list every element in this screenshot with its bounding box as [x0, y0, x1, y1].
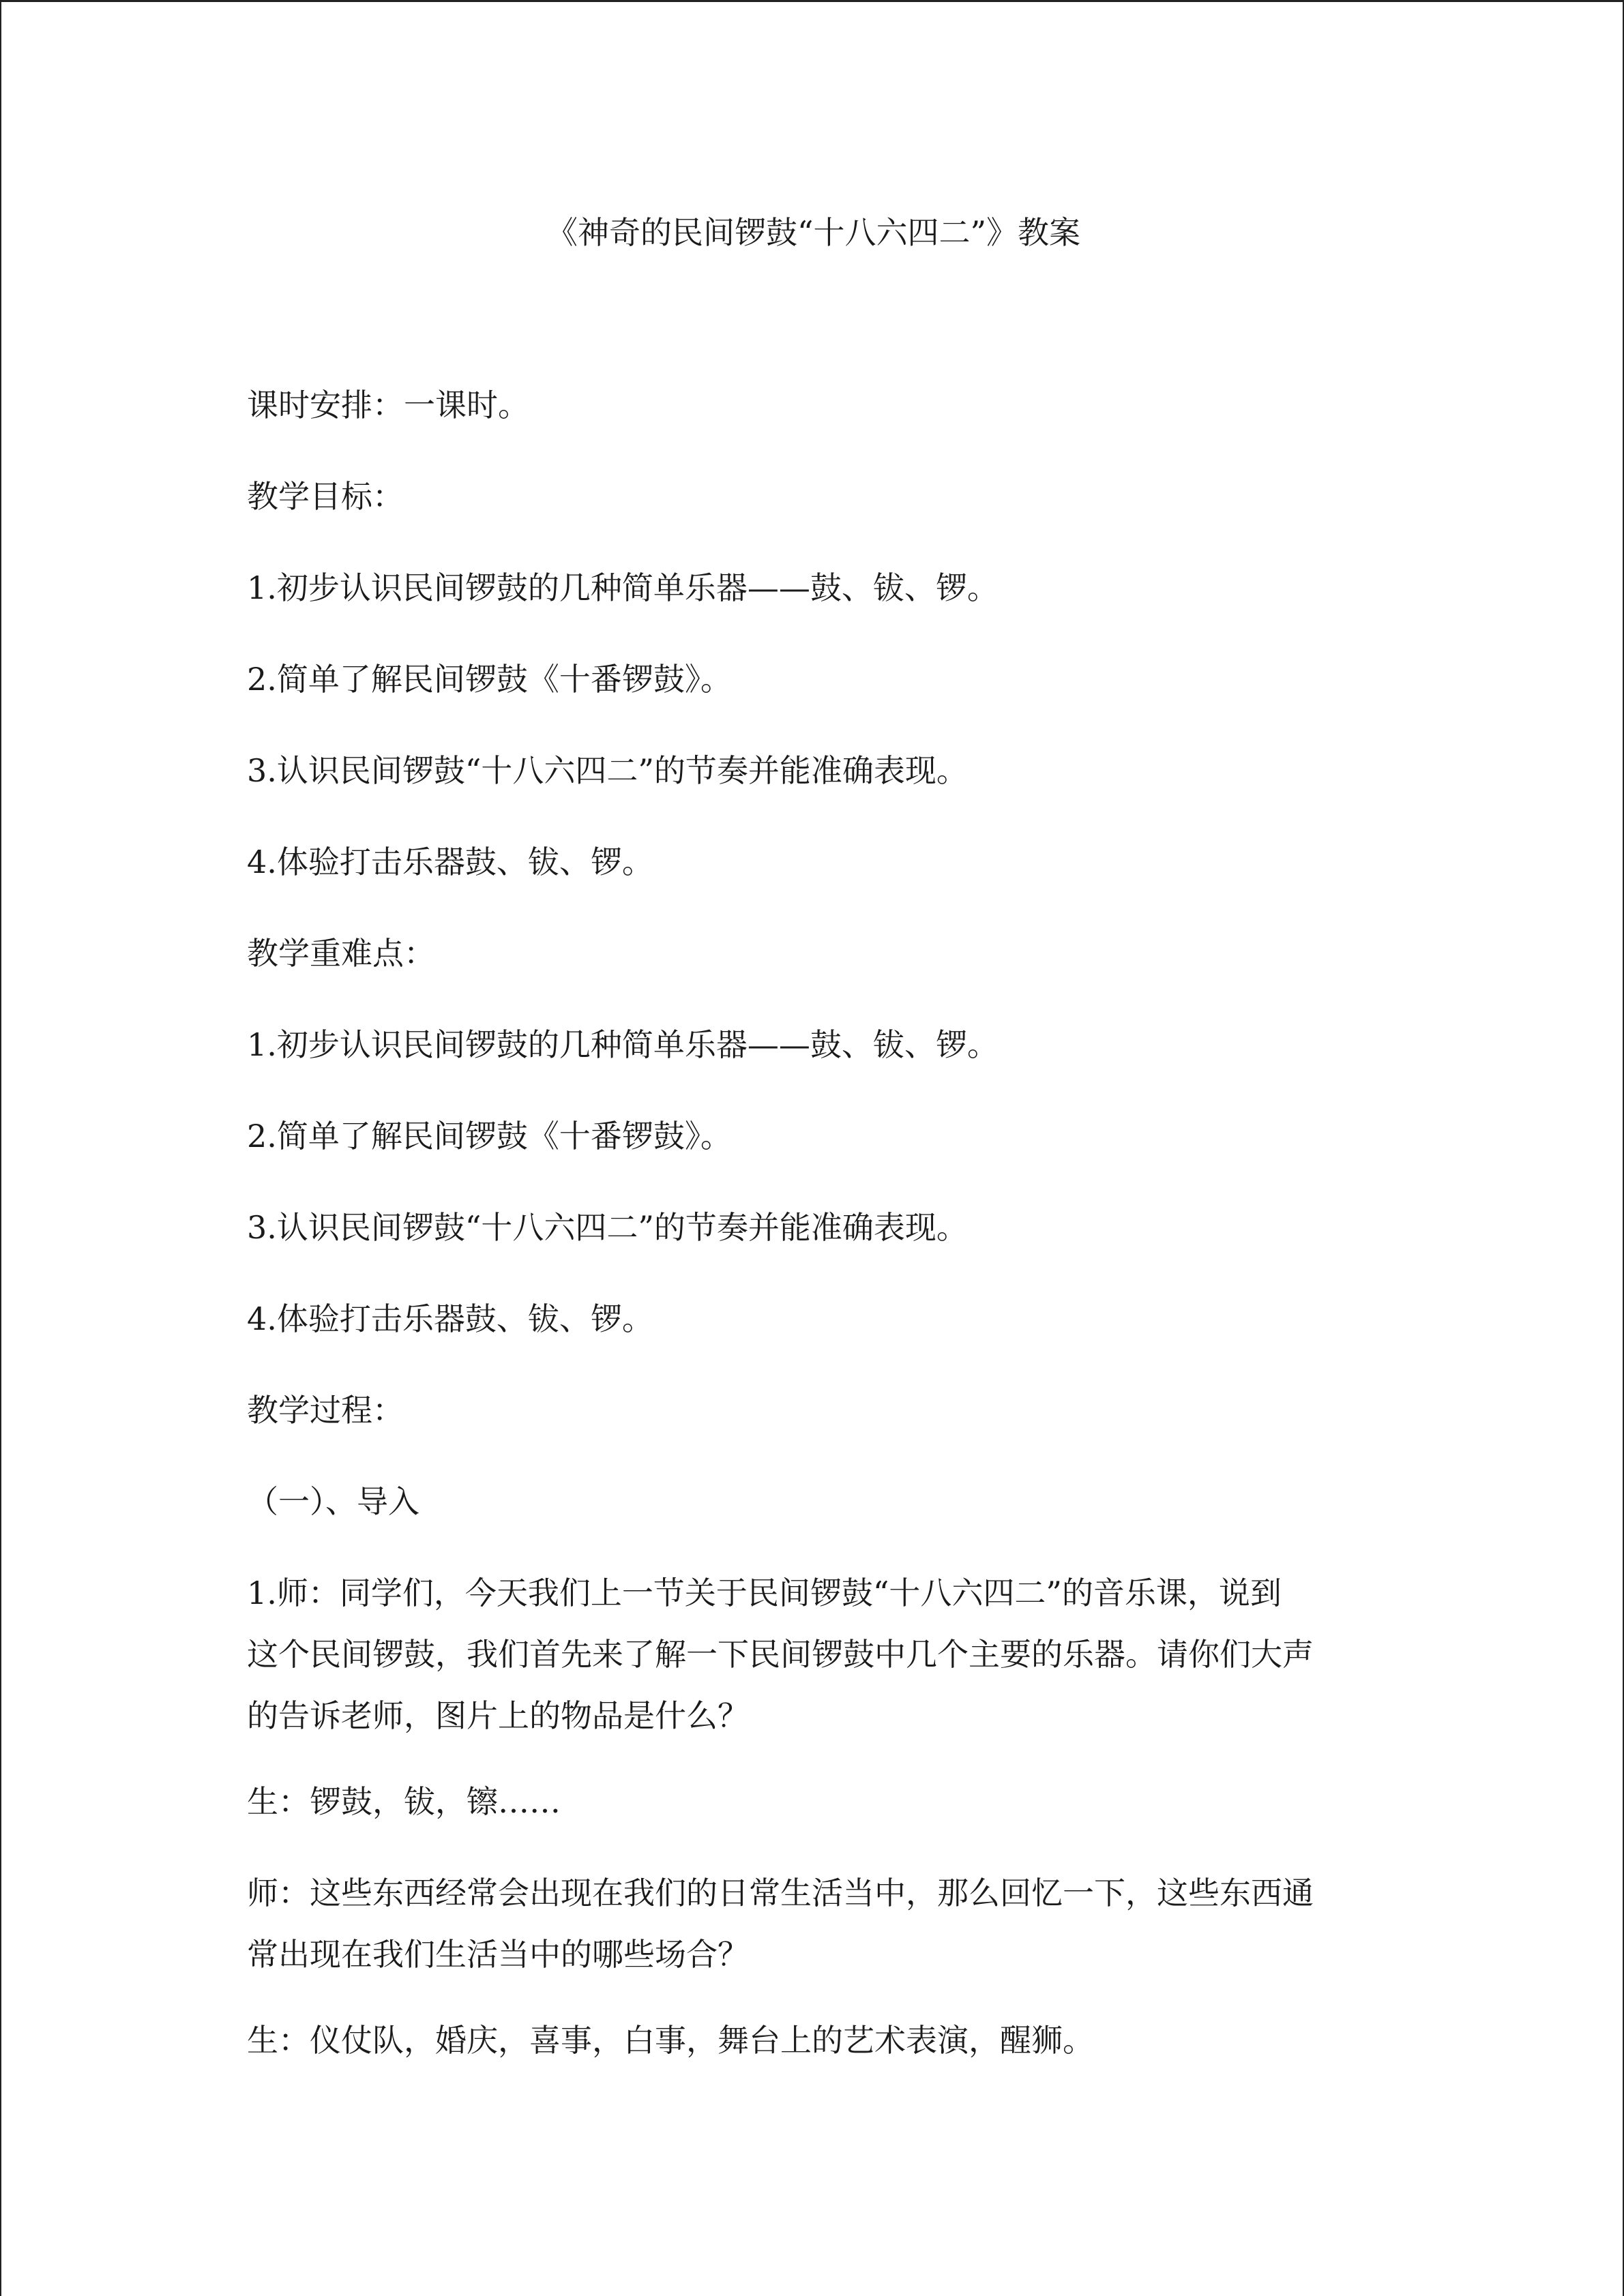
teacher-paragraph-1 — [247, 1562, 1393, 1746]
key-point-item-1: 1.初步认识民间锣鼓的几种简单乐器——鼓、钹、锣。 — [247, 1026, 999, 1063]
key-points-heading: 教学重难点： — [247, 935, 435, 972]
objectives-heading: 教学目标： — [247, 478, 404, 515]
process-heading: 教学过程： — [247, 1392, 404, 1429]
teacher-paragraph-1-line-2: 这个民间锣鼓，我们首先来了解一下民间锣鼓中几个主要的乐器。请你们大声 — [247, 1636, 1314, 1673]
section-intro-heading: （一）、导入 — [247, 1483, 419, 1520]
student-answer-1: 生：锣鼓，钹，镲…… — [247, 1783, 561, 1820]
key-point-item-3: 3.认识民间锣鼓“十八六四二”的节奏并能准确表现。 — [247, 1209, 968, 1246]
schedule-line: 课时安排：一课时。 — [247, 387, 529, 423]
document-body — [247, 383, 1393, 2109]
teacher-paragraph-1-line-3: 的告诉老师，图片上的物品是什么？ — [247, 1697, 749, 1734]
objective-item-4: 4.体验打击乐器鼓、钹、锣。 — [247, 844, 653, 880]
teacher-paragraph-1-line-1: 1.师：同学们，今天我们上一节关于民间锣鼓“十八六四二”的音乐课，说到 — [247, 1575, 1282, 1611]
objective-item-3: 3.认识民间锣鼓“十八六四二”的节奏并能准确表现。 — [247, 752, 968, 789]
key-point-item-2: 2.简单了解民间锣鼓《十番锣鼓》。 — [247, 1118, 732, 1154]
document-title: 《神奇的民间锣鼓“十八六四二”》教案 — [546, 214, 1081, 251]
teacher-paragraph-2-line-2: 常出现在我们生活当中的哪些场合？ — [247, 1936, 749, 1973]
teacher-paragraph-2 — [247, 1862, 1393, 1985]
teacher-paragraph-2-line-1: 师：这些东西经常会出现在我们的日常生活当中，那么回忆一下，这些东西通 — [247, 1875, 1314, 1911]
objective-item-2: 2.简单了解民间锣鼓《十番锣鼓》。 — [247, 661, 732, 698]
key-point-item-4: 4.体验打击乐器鼓、钹、锣。 — [247, 1300, 653, 1337]
student-answer-2: 生：仪仗队，婚庆，喜事，白事，舞台上的艺术表演，醒狮。 — [247, 2022, 1094, 2059]
objective-item-1: 1.初步认识民间锣鼓的几种简单乐器——鼓、钹、锣。 — [247, 569, 999, 606]
